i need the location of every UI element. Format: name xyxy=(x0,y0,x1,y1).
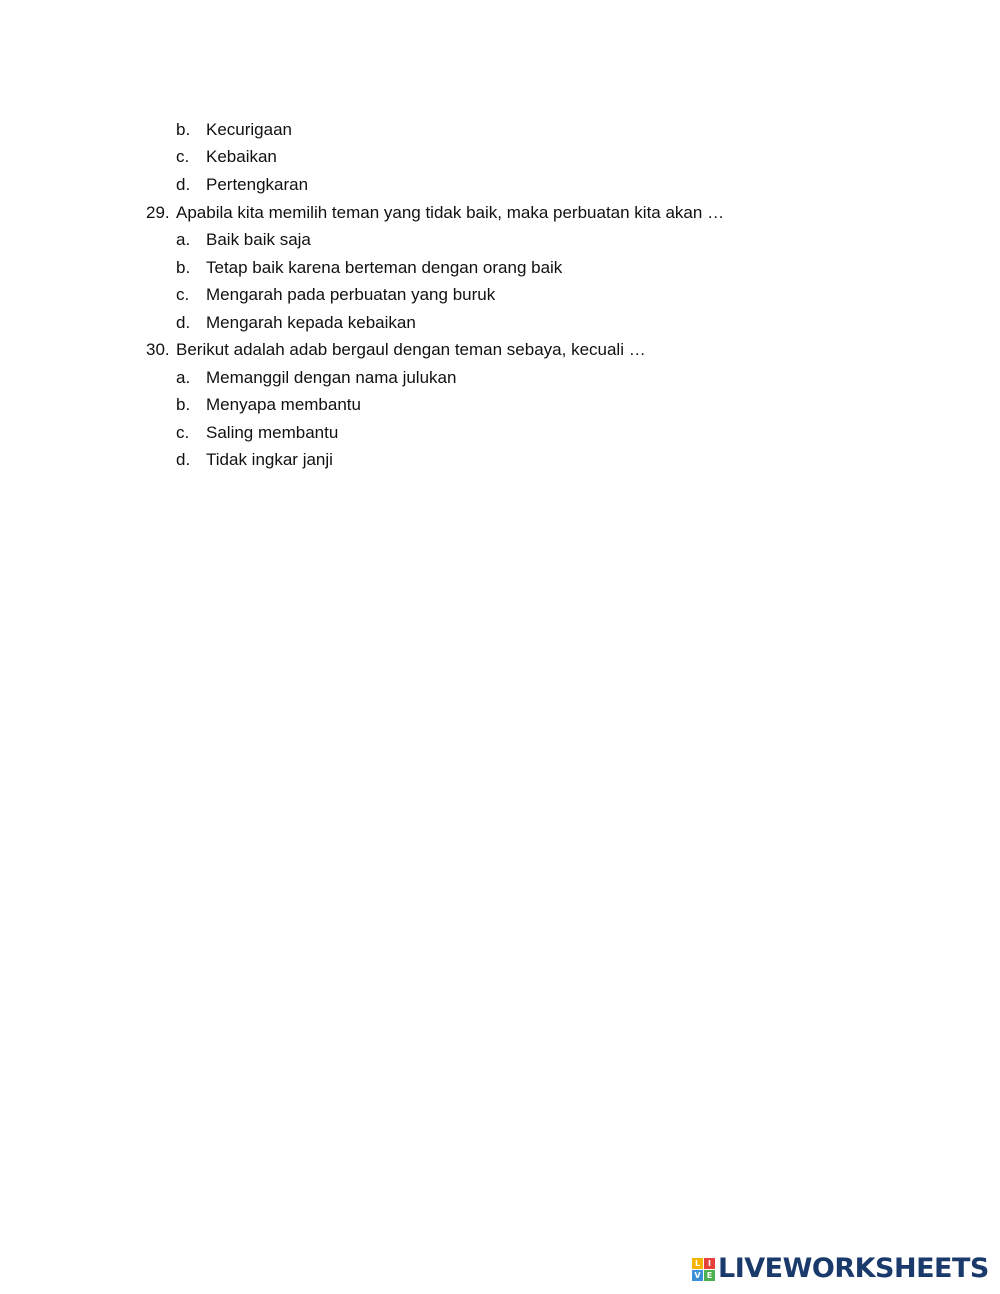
option-marker: c. xyxy=(176,423,190,442)
option-text: Memanggil dengan nama julukan xyxy=(206,368,457,387)
logo-icon-letter: I xyxy=(704,1258,715,1269)
option-text: Baik baik saja xyxy=(206,230,311,249)
option-text: Saling membantu xyxy=(206,423,339,442)
question-number: 30. xyxy=(146,340,170,359)
question-number: 29. xyxy=(146,203,170,222)
option-text: Pertengkaran xyxy=(206,175,309,194)
logo-text: LIVEWORKSHEETS xyxy=(718,1253,989,1284)
logo-icon-letter: E xyxy=(704,1270,715,1281)
option-marker: c. xyxy=(176,147,190,166)
option-text: Mengarah kepada kebaikan xyxy=(206,313,416,332)
option-text: Menyapa membantu xyxy=(206,395,361,414)
option-marker: a. xyxy=(176,368,191,387)
option-marker: a. xyxy=(176,230,191,249)
option-text: Tetap baik karena berteman dengan orang baik xyxy=(206,258,563,277)
option-marker: d. xyxy=(176,175,191,194)
option-text: Kecurigaan xyxy=(206,120,293,139)
liveworksheets-logo-icon xyxy=(692,1258,715,1281)
option-marker: b. xyxy=(176,258,191,277)
option-marker: b. xyxy=(176,395,191,414)
logo-icon-letter: V xyxy=(692,1270,703,1281)
option-marker: c. xyxy=(176,285,190,304)
option-marker: d. xyxy=(176,313,191,332)
option-marker: d. xyxy=(176,450,191,469)
option-text: Tidak ingkar janji xyxy=(206,450,333,469)
liveworksheets-logo xyxy=(692,1254,989,1284)
logo-icon-letter: L xyxy=(692,1258,703,1269)
option-text: Kebaikan xyxy=(206,147,277,166)
question-text: Berikut adalah adab bergaul dengan teman sebaya, kecuali … xyxy=(176,340,646,359)
question-text: Apabila kita memilih teman yang tidak baik, maka perbuatan kita akan … xyxy=(176,203,725,222)
option-text: Mengarah pada perbuatan yang buruk xyxy=(206,285,496,304)
option-marker: b. xyxy=(176,120,191,139)
